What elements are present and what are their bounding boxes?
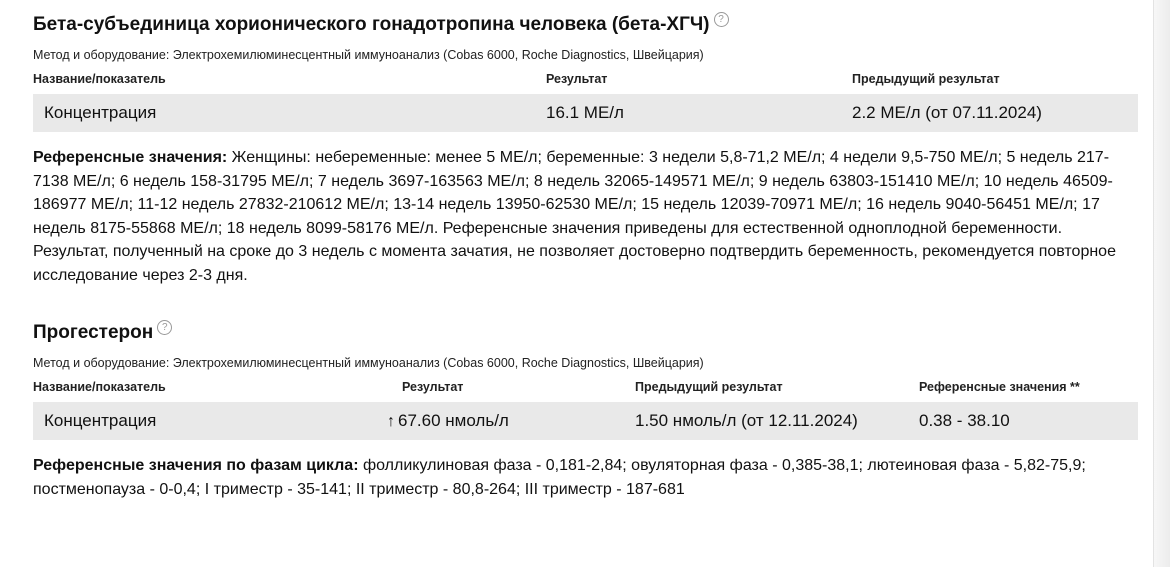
progesterone-row-name: Концентрация [44,411,157,430]
question-circle-icon[interactable]: ? [714,12,729,27]
hcg-row-result: 16.1 МЕ/л [546,103,624,122]
hcg-section [33,14,1138,287]
progesterone-reference-text: фолликулиновая фаза - 0,181-2,84; овуляторная фаза - 0,385-38,1; лютеиновая фаза - 5,82-75,9; постменопауза - 0-0,4; I триместр - 35-141; II триместр - 80,8-264; III триместр - 187-681 [33,457,1086,498]
progesterone-reference [33,454,1138,501]
progesterone-header-name: Название/показатель [33,380,166,394]
arrow-up-icon: ↑ [387,413,395,430]
hcg-table-header [33,72,1138,94]
progesterone-title [33,322,1138,344]
progesterone-reference-label: Референсные значения по фазам цикла: [33,457,359,474]
hcg-method: Метод и оборудование: Электрохемилюминесцентный иммуноанализ (Cobas 6000, Roche Diagnostics, Швейцария) [33,48,704,62]
hcg-table-row [33,94,1138,132]
hcg-header-result: Результат [546,72,608,86]
progesterone-row-result-cell [387,411,509,431]
hcg-row-previous: 2.2 МЕ/л (от 07.11.2024) [852,103,1042,122]
hcg-title-text: Бета-субъединица хорионического гонадотропина человека (бета-ХГЧ) [33,14,710,35]
progesterone-table-header [33,380,1138,402]
progesterone-header-previous: Предыдущий результат [635,380,783,394]
progesterone-row-reference: 0.38 - 38.10 [919,411,1010,430]
progesterone-title-text: Прогестерон [33,322,154,343]
progesterone-header-reference: Референсные значения ** [919,380,1080,394]
progesterone-method: Метод и оборудование: Электрохемилюминесцентный иммуноанализ (Cobas 6000, Roche Diagnostics, Швейцария) [33,356,704,370]
progesterone-header-result: Результат [402,380,464,394]
hcg-reference-label: Референсные значения: [33,149,228,166]
scroll-edge [1153,0,1170,567]
hcg-header-previous: Предыдущий результат [852,72,1000,86]
hcg-reference [33,146,1138,287]
progesterone-row-previous: 1.50 нмоль/л (от 12.11.2024) [635,411,858,430]
progesterone-table-row [33,402,1138,440]
hcg-row-name: Концентрация [44,103,157,122]
hcg-reference-text: Женщины: небеременные: менее 5 МЕ/л; беременные: 3 недели 5,8-71,2 МЕ/л; 4 недели 9,5-750 МЕ/л; 5 недель 217-7138 МЕ/л; 6 недель 158-31795 МЕ/л; 7 недель 3697-163563 МЕ/л; 8 недель 32065-149571 МЕ/л; 9 недель 63803-151410 МЕ/л; 10 недель 46509-186977 МЕ/л; 11-12 недель 27832-210612 МЕ/л; 13-14 недель 13950-62530 МЕ/л; 15 недель 12039-70971 МЕ/л; 16 недель 9040-56451 МЕ/л; 17 недель 8175-55868 МЕ/л; 18 недель 8099-58176 МЕ/л. Референсные значения приведены для естественной одноплодной беременности. Результат, полученный на сроке до 3 недель с момента зачатия, не позволяет достоверно подтвердить беременность, рекомендуется повторное исследование через 2-3 дня. [33,149,1116,284]
hcg-header-name: Название/показатель [33,72,166,86]
question-circle-icon[interactable]: ? [157,320,172,335]
progesterone-row-result: 67.60 нмоль/л [398,411,509,430]
progesterone-section [33,322,1138,501]
hcg-title [33,14,1138,36]
